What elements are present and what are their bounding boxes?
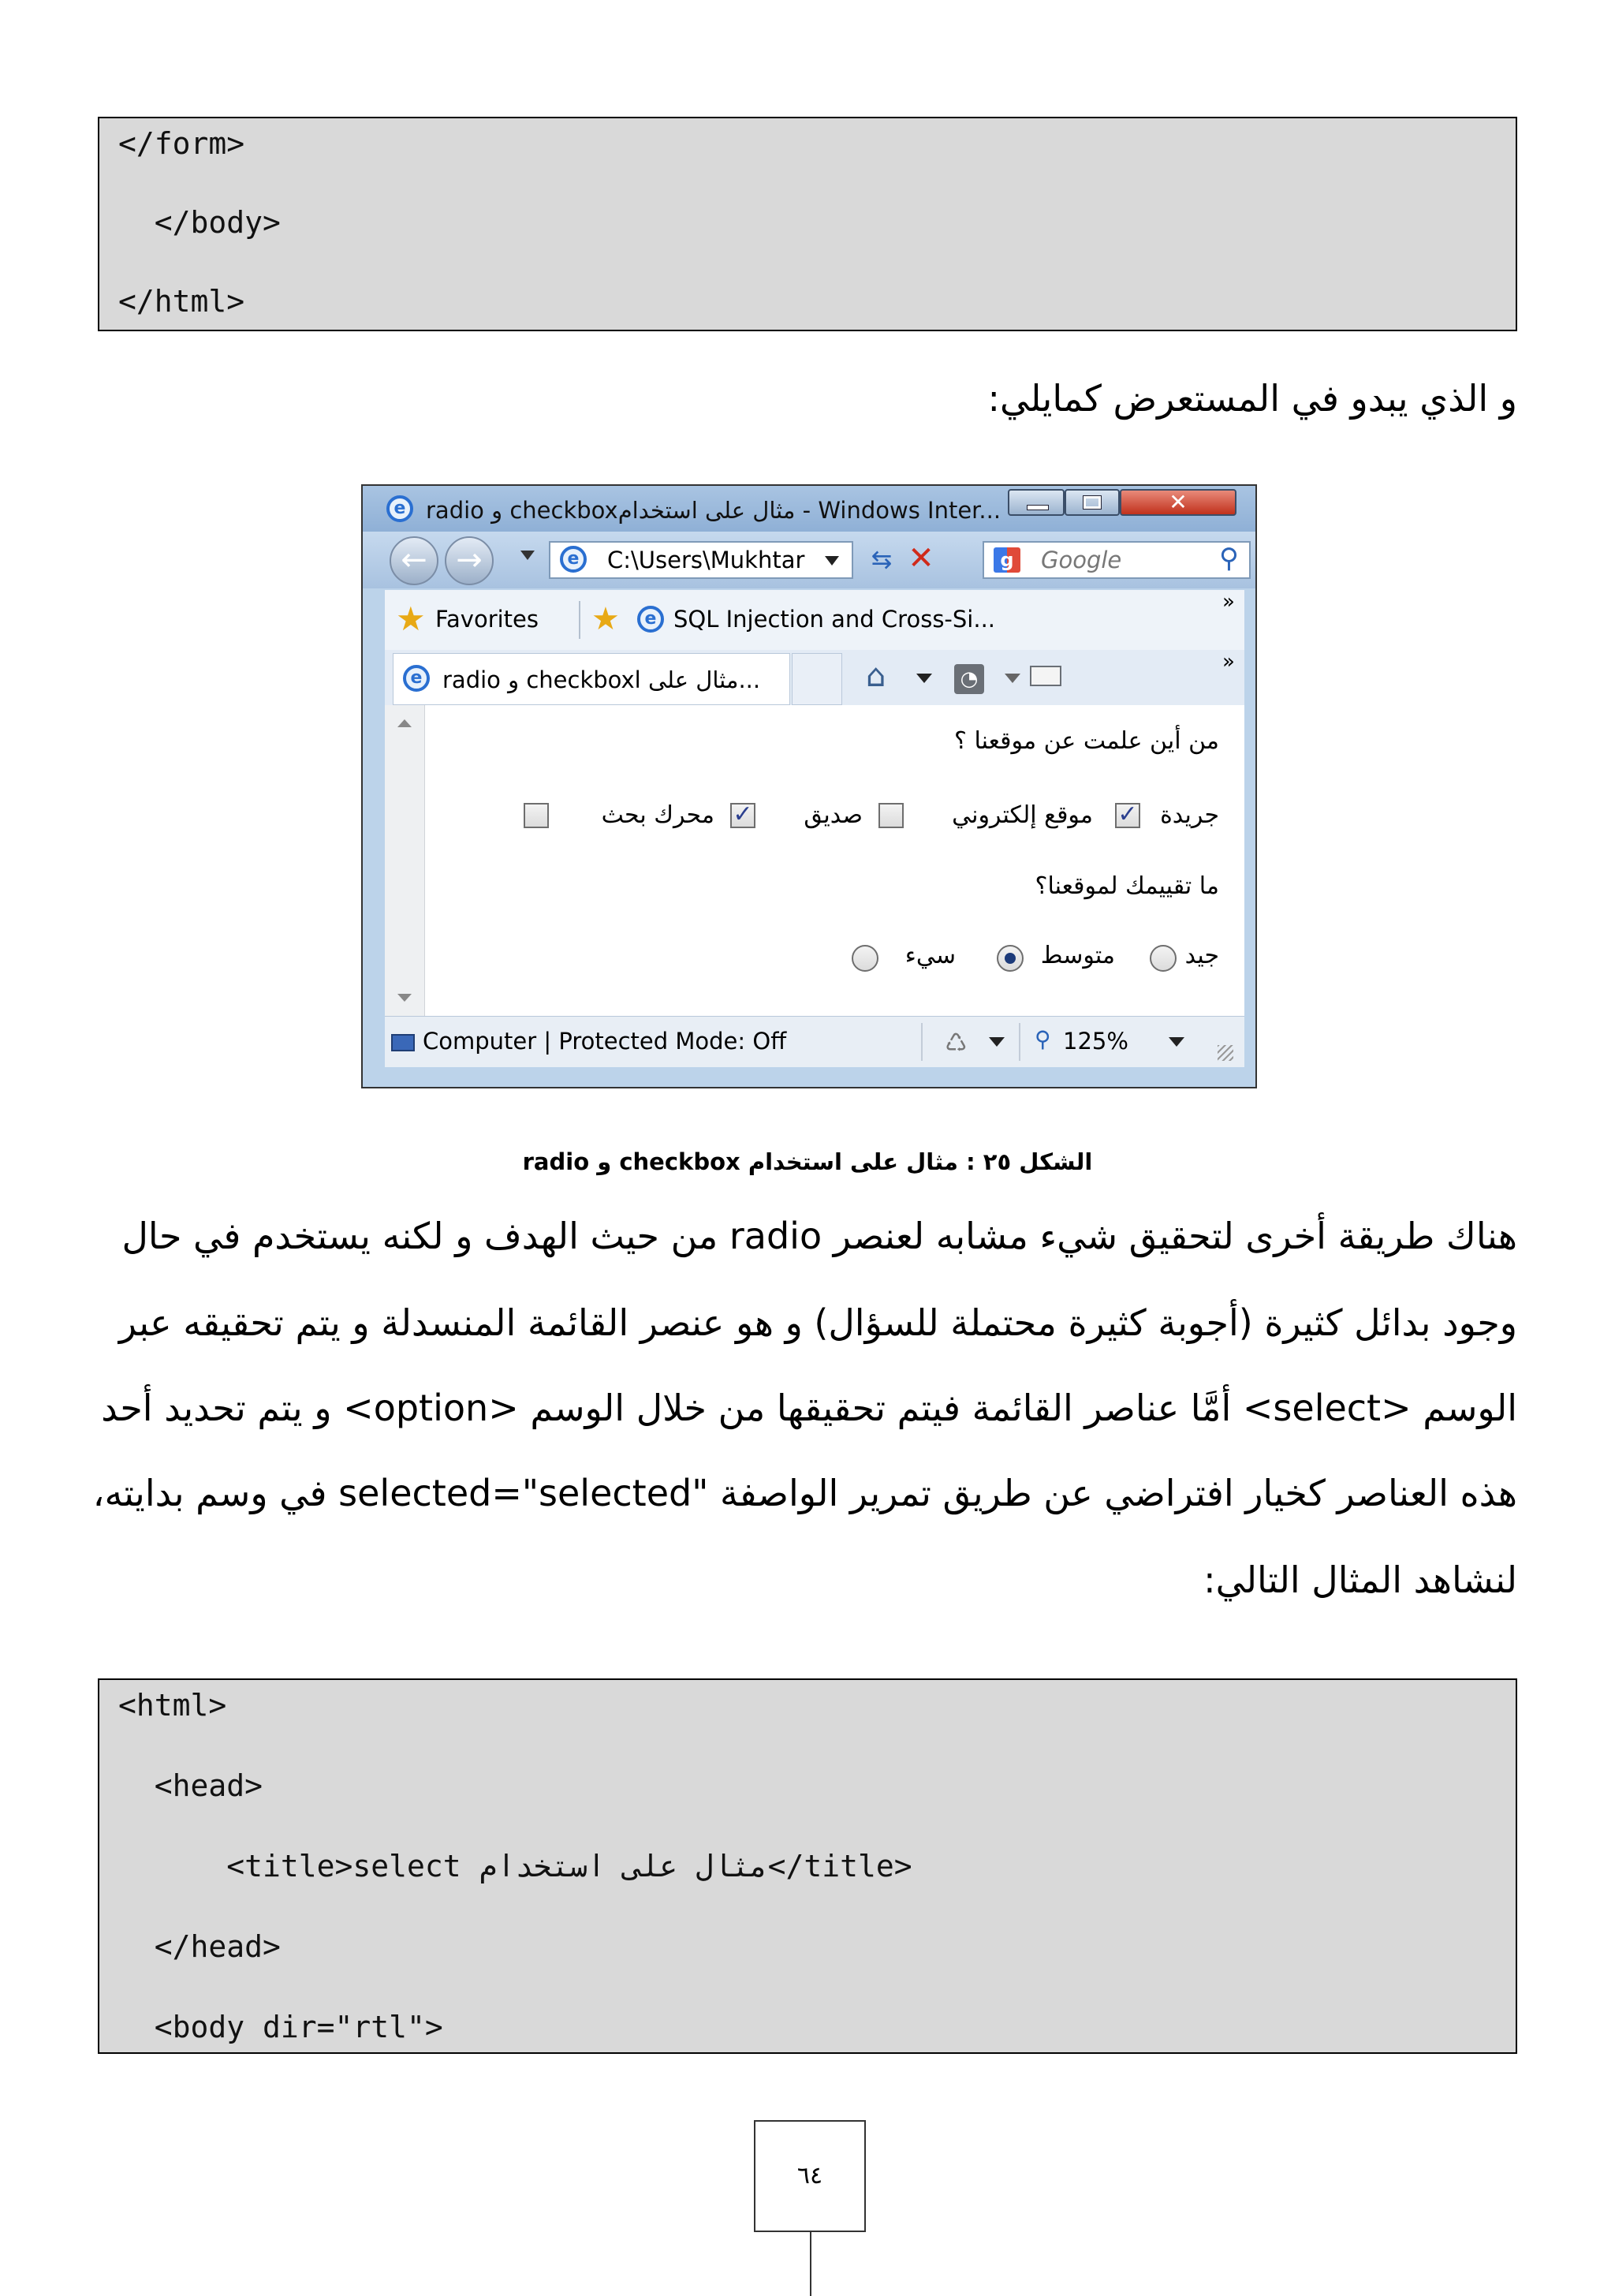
new-tab-button[interactable] xyxy=(792,653,842,705)
paragraph-line: هذه العناصر كخيار افتراضي عن طريق تمرير الواصفة "selected="selected في وسم بدايته، xyxy=(92,1472,1517,1514)
tab-title: radio و checkboxl مثال على... xyxy=(442,666,761,693)
paragraph-line: وجود بدائل كثيرة (أجوبة كثيرة محتملة للسؤال) و هو عنصر القائمة المنسدلة و يتم تحقيقه عبر xyxy=(118,1301,1517,1344)
back-button[interactable] xyxy=(390,536,438,585)
checkbox-label: محرك بحث xyxy=(601,801,714,829)
protected-mode-icon[interactable]: ♺ xyxy=(945,1028,968,1058)
mail-icon[interactable] xyxy=(1030,666,1061,686)
divider xyxy=(579,601,580,639)
code-line: </html> xyxy=(118,284,245,319)
forward-button[interactable] xyxy=(445,536,494,585)
page-number: ٦٤ xyxy=(754,2120,866,2232)
back-arrow-icon: ← xyxy=(401,542,427,578)
favorites-button[interactable]: Favorites xyxy=(435,606,539,633)
tab-page-icon: e xyxy=(403,665,430,692)
search-icon[interactable]: ⚲ xyxy=(1219,543,1239,574)
browser-window xyxy=(361,484,1257,1088)
maximize-icon xyxy=(1084,496,1101,509)
code-line: <body dir="rtl"> xyxy=(118,2010,443,2044)
favorites-bar xyxy=(385,590,1244,651)
maximize-button[interactable] xyxy=(1065,489,1120,516)
code-line: </head> xyxy=(118,1929,281,1964)
more-favorites-icon[interactable]: » xyxy=(1222,590,1235,614)
intro-text: و الذي يبدو في المستعرض كمايلي: xyxy=(987,377,1517,420)
resize-grip-icon[interactable] xyxy=(1218,1045,1233,1061)
code-line: </body> xyxy=(118,205,281,240)
tab-active[interactable] xyxy=(393,653,790,705)
more-tools-icon[interactable]: » xyxy=(1222,650,1235,674)
minimize-button[interactable] xyxy=(1008,489,1065,516)
checkbox-label: موقع إلكتروني xyxy=(952,801,1093,829)
stop-icon[interactable]: ✕ xyxy=(908,540,934,577)
close-icon: ✕ xyxy=(1169,489,1188,515)
window-title: radio و checkboxمثال على استخدام - Windows Inter... xyxy=(426,497,1001,524)
page-content xyxy=(385,705,1244,1016)
search-input[interactable] xyxy=(983,541,1251,579)
ie-logo-icon: e xyxy=(386,495,413,522)
code-line: <html> xyxy=(118,1688,227,1723)
minimize-icon xyxy=(1027,505,1049,510)
home-icon[interactable]: ⌂ xyxy=(866,658,886,694)
add-favorite-icon[interactable]: ★ xyxy=(591,601,620,637)
paragraph-line: لنشاهد المثال التالي: xyxy=(1203,1559,1517,1601)
checkbox-newspaper[interactable]: ✓ xyxy=(1115,803,1140,828)
home-dropdown-icon[interactable] xyxy=(916,674,932,683)
code-line: </form> xyxy=(118,126,245,161)
scroll-down-icon[interactable] xyxy=(397,994,412,1002)
protected-dropdown-icon[interactable] xyxy=(989,1037,1005,1047)
radio-label: متوسط xyxy=(1040,942,1115,969)
question-rating: ما تقييمك لموقعنا؟ xyxy=(1035,872,1219,900)
tab-bar xyxy=(385,650,1244,705)
code-block-bottom xyxy=(98,1678,1517,2054)
page-number-line xyxy=(810,2232,811,2296)
code-line: <head> xyxy=(118,1768,263,1803)
radio-label: سيء xyxy=(904,942,956,969)
page-icon: e xyxy=(560,546,587,573)
zoom-icon: ⚲ xyxy=(1035,1026,1051,1052)
address-text: C:\Users\Mukhtar xyxy=(607,547,805,573)
body-paragraph xyxy=(92,1215,1517,1641)
radio-average[interactable] xyxy=(997,945,1024,972)
radio-good[interactable] xyxy=(1150,945,1177,972)
refresh-icon[interactable]: ⇆ xyxy=(871,544,893,574)
google-icon: g xyxy=(994,547,1020,573)
favorites-star-icon: ★ xyxy=(396,599,426,638)
radio-label: جيد xyxy=(1184,942,1219,969)
checkbox-friend[interactable]: ✓ xyxy=(730,803,755,828)
address-bar-row xyxy=(363,532,1255,588)
close-button[interactable] xyxy=(1120,489,1236,516)
history-dropdown-icon[interactable] xyxy=(520,551,535,560)
address-field[interactable] xyxy=(549,541,853,579)
feeds-dropdown-icon[interactable] xyxy=(1005,674,1020,683)
checkbox-search-engine[interactable] xyxy=(524,803,549,828)
code-line: <title>select مثال على استخدام</title> xyxy=(118,1849,912,1883)
favorite-page-icon: e xyxy=(637,606,664,633)
status-bar xyxy=(385,1016,1244,1067)
vertical-scrollbar[interactable] xyxy=(385,705,425,1016)
title-bar xyxy=(363,486,1255,532)
scroll-up-icon[interactable] xyxy=(397,719,412,727)
code-block-top xyxy=(98,117,1517,331)
checkbox-website[interactable] xyxy=(878,803,904,828)
status-text: Computer | Protected Mode: Off xyxy=(423,1028,787,1055)
paragraph-line: هناك طريقة أخرى لتحقيق شيء مشابه لعنصر radio من حيث الهدف و لكنه يستخدم في حال xyxy=(121,1215,1517,1257)
feeds-icon[interactable]: ◔ xyxy=(954,664,984,694)
zoom-dropdown-icon[interactable] xyxy=(1169,1037,1184,1047)
radio-bad[interactable] xyxy=(852,945,878,972)
divider xyxy=(921,1023,923,1061)
address-dropdown-icon[interactable] xyxy=(825,556,839,566)
computer-icon xyxy=(391,1034,415,1051)
checkbox-label: جريدة xyxy=(1160,801,1219,829)
zoom-level[interactable]: 125% xyxy=(1063,1028,1128,1055)
search-placeholder: Google xyxy=(1041,547,1122,573)
forward-arrow-icon: → xyxy=(456,542,483,578)
question-source: من أين علمت عن موقعنا ؟ xyxy=(954,727,1219,755)
checkbox-label: صديق xyxy=(804,801,863,829)
favorite-link[interactable]: SQL Injection and Cross-Si... xyxy=(673,606,996,633)
figure-caption: الشكل ٢٥ : مثال على استخدام checkbox و radio xyxy=(522,1148,1093,1175)
divider xyxy=(1019,1023,1020,1061)
paragraph-line: الوسم <select> أمَّا عناصر القائمة فيتم تحقيقها من خلال الوسم <option> و يتم تحديد أحد xyxy=(101,1387,1517,1429)
